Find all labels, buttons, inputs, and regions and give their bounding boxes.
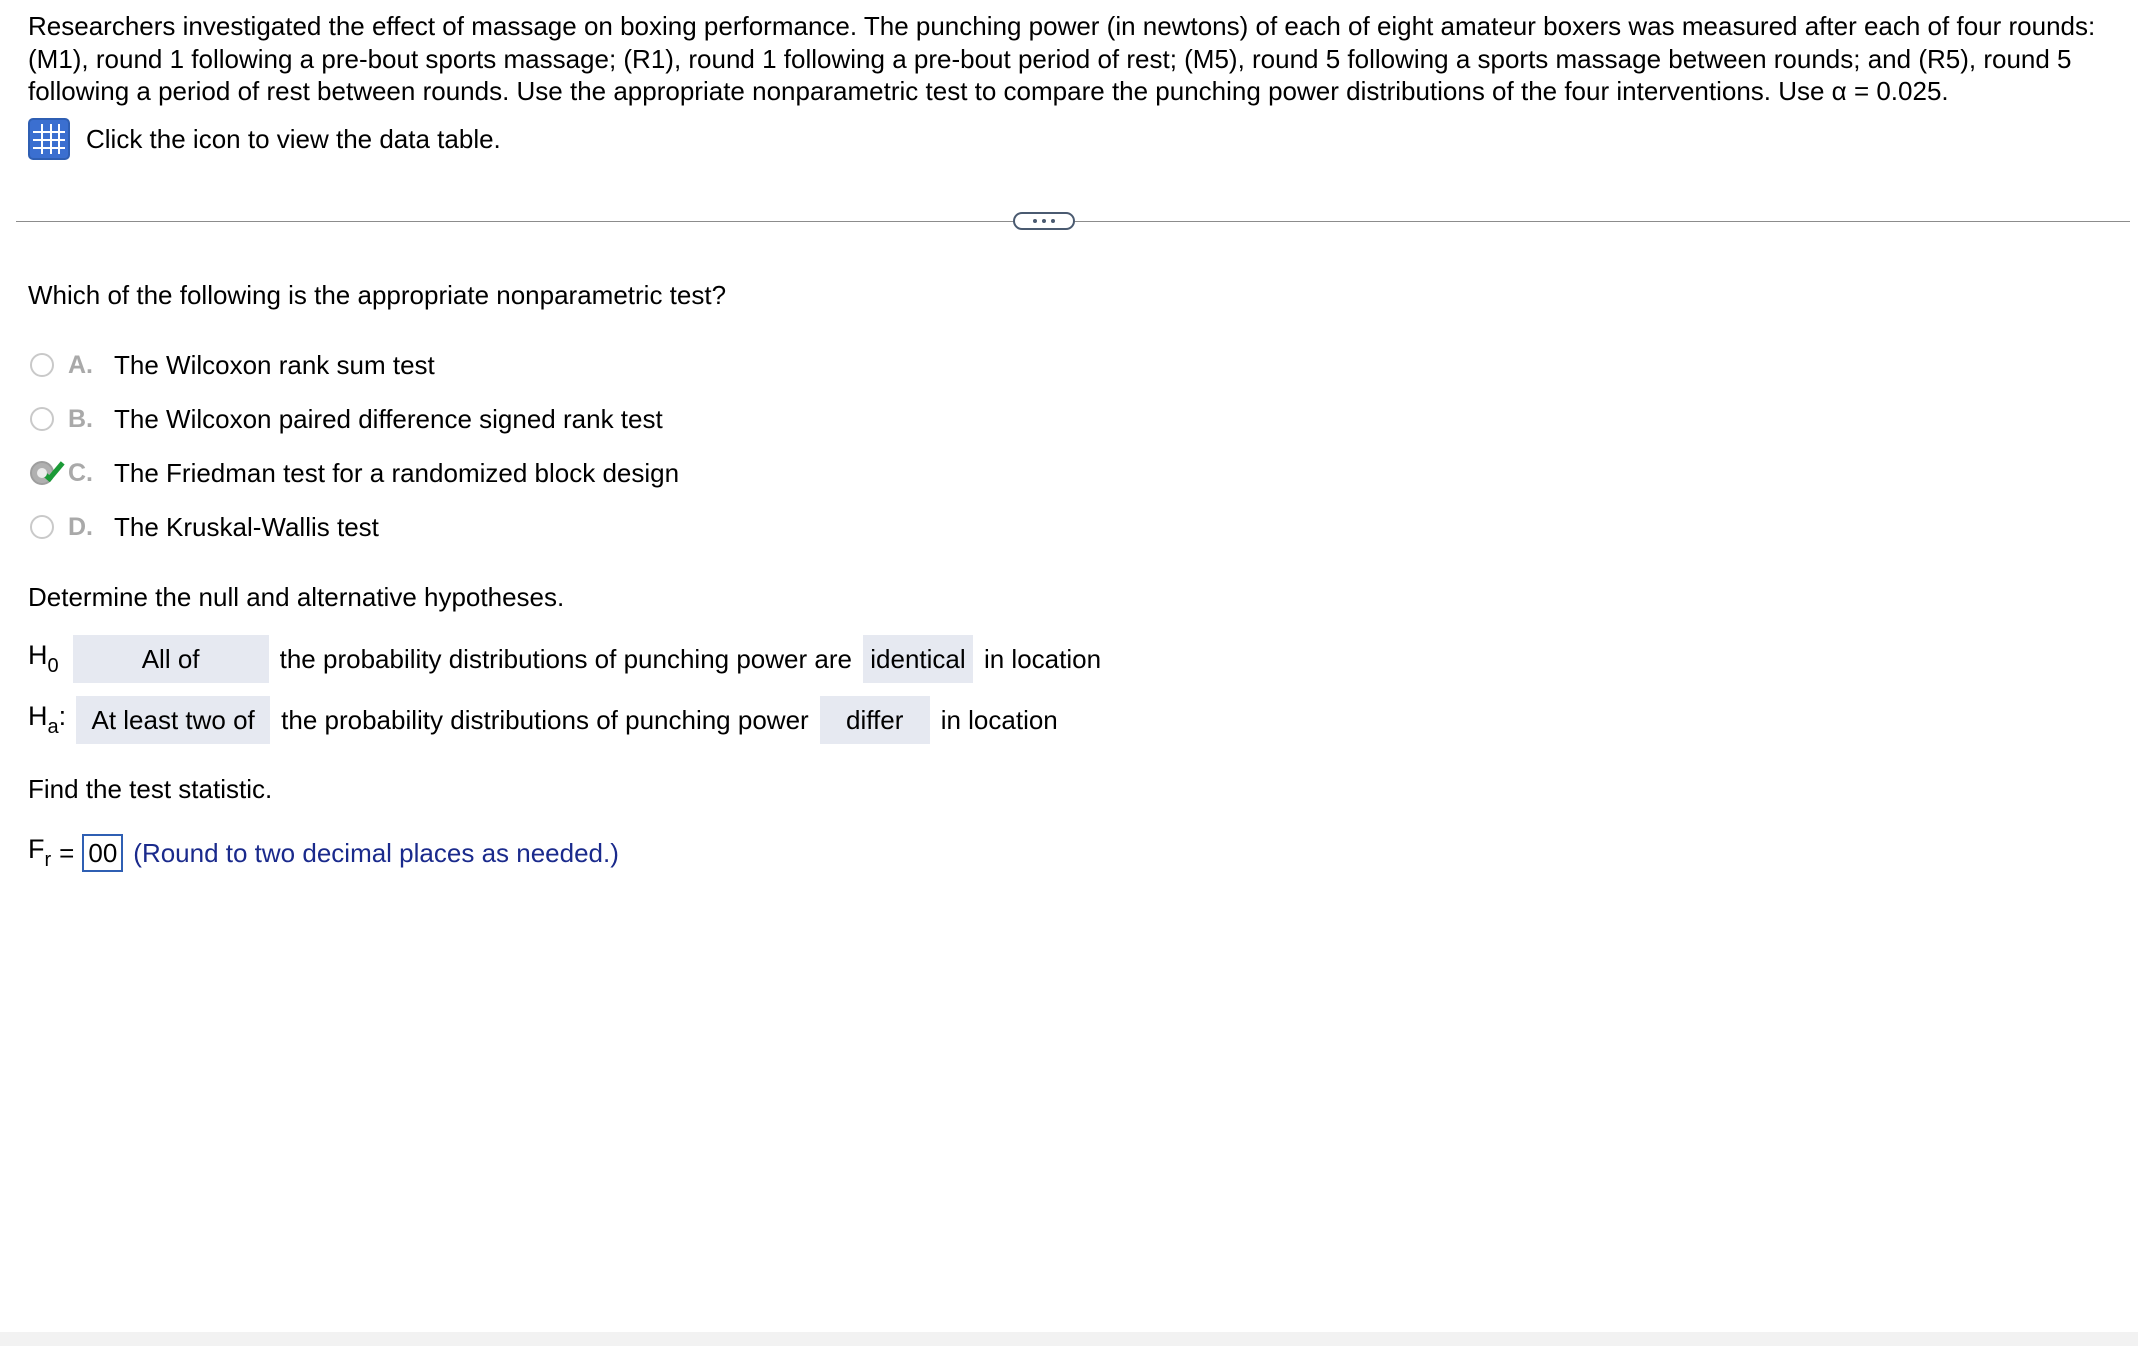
expand-button[interactable]: [1013, 212, 1075, 230]
test-statistic-input[interactable]: 00: [82, 834, 123, 872]
data-table-label: Click the icon to view the data table.: [86, 123, 501, 154]
ha-end-text: in location: [940, 704, 1058, 735]
option-b[interactable]: [30, 402, 663, 436]
equals-sign: =: [59, 837, 75, 868]
radio-d[interactable]: [30, 515, 54, 539]
intro-line: following a period of rest between rounds. Use the appropriate nonparametric test to compare the punching power distributions of the four interventions. Use α = 0.025.: [28, 76, 1949, 106]
radio-a[interactable]: [30, 353, 54, 377]
ha-symbol: $H_a$:: [28, 701, 67, 738]
option-d[interactable]: [30, 510, 379, 544]
h0-quantifier-dropdown[interactable]: All of: [73, 635, 269, 683]
ha-relation-dropdown[interactable]: differ: [820, 696, 930, 744]
option-letter: D.: [68, 512, 93, 541]
option-c[interactable]: [30, 456, 679, 490]
ha-quantifier-dropdown[interactable]: At least two of: [76, 696, 270, 744]
option-text: The Wilcoxon rank sum test: [114, 349, 435, 380]
radio-c-selected[interactable]: [30, 461, 54, 485]
fr-symbol: $F_r$: [28, 834, 52, 871]
test-statistic-row: [28, 834, 619, 872]
footer-bar: [0, 1332, 2138, 1346]
null-hypothesis-row: [28, 635, 1101, 683]
data-table-icon[interactable]: [28, 118, 70, 160]
question-intro: [28, 10, 2108, 108]
ha-text: the probability distributions of punching power: [281, 704, 809, 735]
question3-prompt: Find the test statistic.: [28, 774, 273, 804]
intro-line: Researchers investigated the effect of massage on boxing performance. The punching power (in newtons) of each of eight amateur boxers was measured after each of four rounds:: [28, 11, 2096, 41]
h0-relation-dropdown[interactable]: identical: [863, 635, 973, 683]
option-text: The Friedman test for a randomized block design: [114, 457, 680, 488]
h0-end-text: in location: [983, 643, 1102, 674]
option-a[interactable]: [30, 348, 435, 382]
option-letter: B.: [68, 404, 93, 433]
checkmark-icon: [38, 455, 64, 482]
option-letter: C.: [68, 458, 93, 487]
rounding-hint: (Round to two decimal places as needed.): [133, 837, 619, 868]
question1-prompt: Which of the following is the appropriate nonparametric test?: [28, 280, 727, 310]
alt-hypothesis-row: [28, 696, 1058, 744]
h0-text: the probability distributions of punching power are: [279, 643, 852, 674]
option-text: The Wilcoxon paired difference signed rank test: [114, 403, 663, 434]
question2-prompt: Determine the null and alternative hypotheses.: [28, 582, 565, 612]
intro-line: (M1), round 1 following a pre-bout sports massage; (R1), round 1 following a pre-bout period of rest; (M5), round 5 following a sports massage between rounds; and (R5), round 5: [28, 43, 2072, 74]
data-table-link[interactable]: [28, 118, 501, 160]
option-letter: A.: [68, 350, 93, 379]
radio-b[interactable]: [30, 407, 54, 431]
h0-symbol: $H_0$: [28, 640, 59, 677]
option-text: The Kruskal-Wallis test: [114, 511, 379, 542]
